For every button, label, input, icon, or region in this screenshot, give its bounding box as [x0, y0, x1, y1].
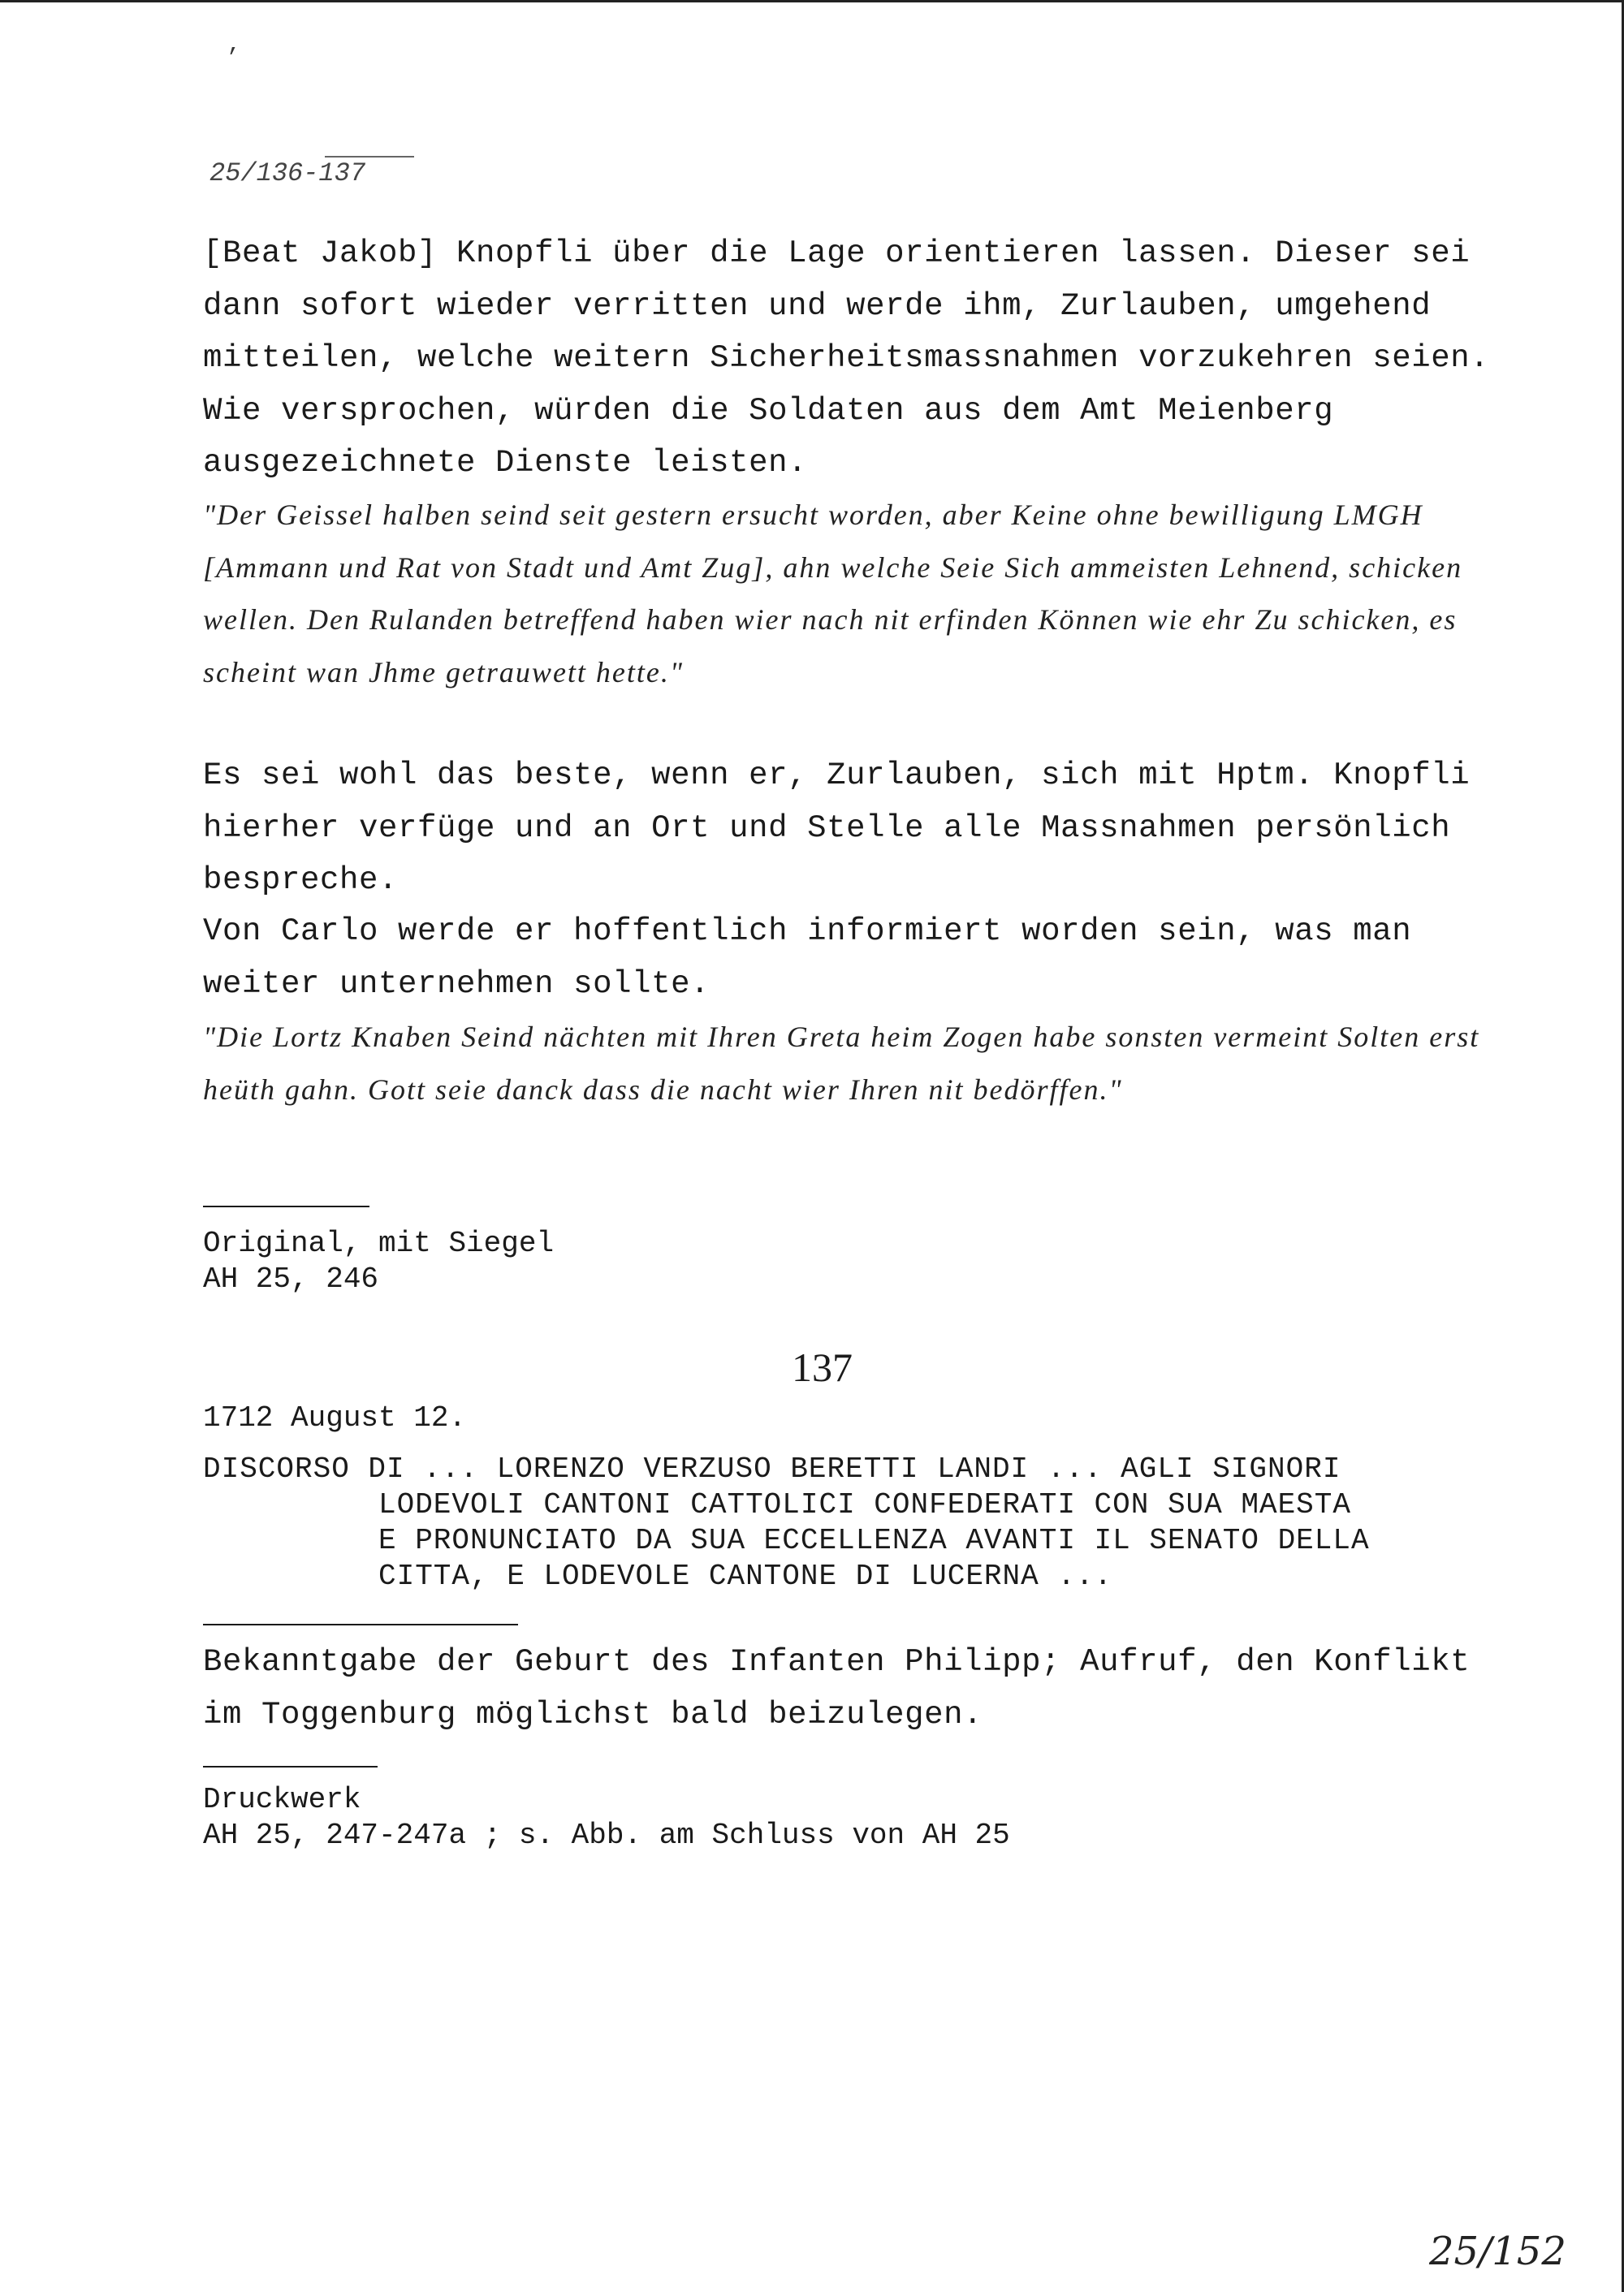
scan-speck: , [227, 32, 241, 58]
paragraph-hptm-knopfli: Es sei wohl das beste, wenn er, Zurlauben, sich mit Hptm. Knopfli hierher verfüge und an Ort und Stelle alle Massnahmen persönlich bespreche. [203, 758, 1471, 898]
entry-number: 137 [792, 1345, 853, 1390]
source-type-137: Druckwerk [203, 1783, 361, 1816]
entry-summary: Bekanntgabe der Geburt des Infanten Philipp; Aufruf, den Konflikt im Toggenburg möglichst bald beizulegen. [203, 1644, 1471, 1733]
entry-date: 1712 August 12. [203, 1401, 467, 1435]
quote-geissel [203, 489, 1494, 698]
entry-title [203, 1452, 1370, 1595]
summary-separator [203, 1624, 518, 1625]
paragraph-carlo: Von Carlo werde er hoffentlich informiert worden sein, was man weiter unternehmen sollte. [203, 913, 1412, 1002]
quote-editorial-insert: [Ammann und Rat von Stadt und Amt Zug] [203, 550, 766, 584]
handwritten-folio-number: 25/152 [1429, 2229, 1566, 2274]
source-type-136: Original, mit Siegel [203, 1227, 555, 1260]
paragraph-knopfli: [Beat Jakob] Knopfli über die Lage orientieren lassen. Dieser sei dann sofort wieder verritten und werde ihm, Zurlauben, umgehend mitteilen, welche weitern Sicherheitsmassnahmen vorzukehren seien. Wie versprochen, würden die Soldaten aus dem Amt Meienberg ausgezeichnete Dienste leisten. [203, 235, 1490, 481]
quote-lortz-knaben: "Die Lortz Knaben Seind nächten mit Ihren Greta heim Zogen habe sonsten vermeint Solten erst heüth gahn. Gott seie danck dass die nacht wier Ihren nit bedörffen." [203, 1021, 1480, 1106]
title-line-1: DISCORSO DI ... LORENZO VERZUSO BERETTI LANDI ... AGLI SIGNORI [203, 1452, 1341, 1486]
scan-top-border [0, 0, 1624, 2]
quote-geissel-part2: , ahn welche Seie Sich ammeisten Lehnend, schicken wellen. Den Rulanden betreffend haben wier nach nit erfinden Können wie ehr Zu schicken, es scheint wan Jhme getrauwett hette." [203, 550, 1463, 688]
title-line-2: LODEVOLI CANTONI CATTOLICI CONFEDERATI CON SUA MAESTA [378, 1488, 1351, 1522]
volume-reference: 25/136-137 [209, 158, 366, 188]
source-note-137 [203, 1782, 1494, 1854]
title-line-4: CITTA, E LODEVOLE CANTONE DI LUCERNA ... [378, 1560, 1113, 1593]
source-separator-137 [203, 1766, 378, 1768]
source-separator-136 [203, 1206, 369, 1207]
reference-overline [325, 156, 414, 158]
quote-geissel-part1: "Der Geissel halben seind seit gestern ersucht worden, aber Keine ohne bewilligung LMGH [203, 499, 1423, 531]
title-line-3: E PRONUNCIATO DA SUA ECCELLENZA AVANTI IL SENATO DELLA [378, 1524, 1370, 1557]
source-shelfmark-137: AH 25, 247-247a ; s. Abb. am Schluss von AH 25 [203, 1819, 1010, 1852]
source-shelfmark-136: AH 25, 246 [203, 1263, 379, 1296]
source-note-136 [203, 1226, 1494, 1297]
